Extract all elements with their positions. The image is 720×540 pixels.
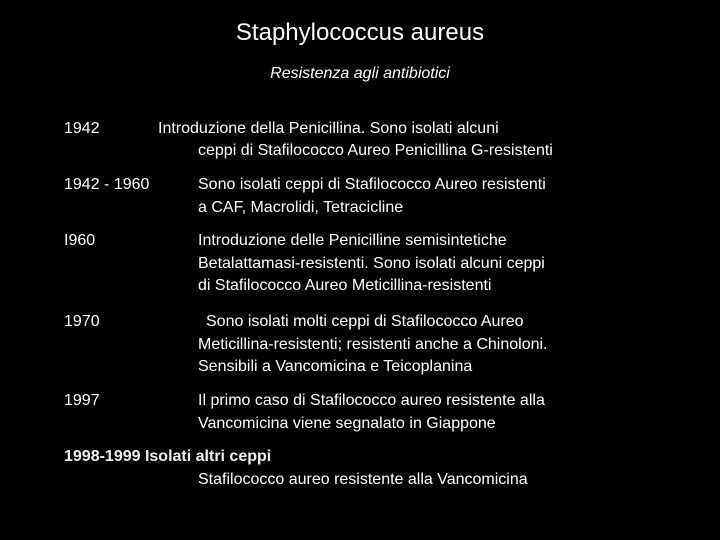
- entry-line: Introduzione delle Penicilline semisintetiche: [198, 232, 507, 249]
- year-1942: 1942: [64, 120, 100, 137]
- entry-1960-text: [198, 230, 668, 298]
- entry-line: Betalattamasi-resistenti. Sono isolati alcuni ceppi: [198, 254, 545, 272]
- entry-line: Sono isolati ceppi di Stafilococco Aureo resistenti: [198, 176, 546, 193]
- entry-line: Vancomicina viene segnalato in Giappone: [198, 414, 496, 432]
- year-1998-1999: 1998-1999 Isolati altri ceppi: [64, 448, 272, 465]
- year-1960: I960: [64, 232, 96, 249]
- entry-line: Il primo caso di Stafilococco aureo resistente alla: [198, 392, 545, 409]
- entry-1997-text: [198, 390, 668, 435]
- entry-line: di Stafilococco Aureo Meticillina-resistenti: [198, 277, 492, 294]
- slide-subtitle: Resistenza agli antibiotici: [270, 65, 450, 82]
- entry-line: ceppi di Stafilococco Aureo Penicillina G-resistenti: [198, 142, 553, 159]
- entry-1998-1999-text: [198, 469, 668, 492]
- entry-1942-inline-text: Introduzione della Penicillina. Sono isolati alcuni: [158, 120, 499, 137]
- entry-1970-text: [198, 311, 668, 379]
- entry-line: Sono isolati molti ceppi di Stafilococco Aureo: [206, 313, 524, 330]
- entry-line: a CAF, Macrolidi, Tetracicline: [198, 198, 404, 216]
- entry-line: Sensibili a Vancomicina e Teicoplanina: [198, 358, 473, 375]
- year-1997: 1997: [64, 392, 100, 409]
- entry-line: Stafilococco aureo resistente alla Vancomicina: [198, 471, 528, 488]
- entry-line: Meticillina-resistenti; resistenti anche a Chinoloni.: [198, 335, 548, 353]
- year-1942-1960: 1942 - 1960: [64, 176, 150, 193]
- year-1970: 1970: [64, 313, 100, 330]
- slide-title: Staphylococcus aureus: [235, 19, 485, 46]
- entry-1942-1960-text: [198, 174, 668, 219]
- entry-1942-text: [198, 140, 668, 163]
